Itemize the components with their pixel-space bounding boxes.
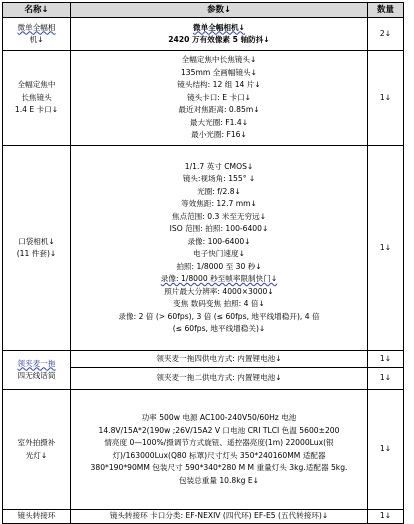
item-params <box>71 368 368 390</box>
table-row <box>3 51 404 146</box>
table-row <box>3 510 404 524</box>
param-line: 镜头:视场角: 155° ↓ <box>182 174 256 183</box>
name-line: 光灯↓ <box>25 450 48 460</box>
param-line: 录像: 2 倍 (> 60fps), 3 倍 (≤ 60fps, 地平线增稳开), 4 倍 <box>118 311 320 321</box>
table-row <box>3 390 404 510</box>
param-line: 等效焦距: 12.7 mm↓ <box>181 199 257 208</box>
item-qty: 1↓ <box>368 51 404 146</box>
name-line: 室外拍摄补 <box>17 438 56 447</box>
item-params <box>71 351 368 368</box>
name-line: 领夹麦一拖 <box>17 358 56 368</box>
item-name <box>3 18 71 51</box>
item-name <box>3 390 71 510</box>
param-line: 照片最大分辨率: 4000×3000↓ <box>164 286 274 296</box>
item-params <box>71 510 368 524</box>
table-row <box>3 351 404 368</box>
param-line: 电子快门速度↓ <box>193 249 245 258</box>
item-params <box>71 146 368 351</box>
param-line: 14.8V/15A*2(190w ;26V/15A2 V 口电池 CRI TLCI 色温 5600±200 <box>98 425 340 435</box>
item-qty: 1↓ <box>368 146 404 351</box>
header-params: 参数↓ <box>71 3 368 18</box>
param-line: 最近对焦距离: 0.85m↓ <box>178 105 260 115</box>
param-line: 2420 万有效像素 5 轴防抖↓ <box>168 35 270 44</box>
header-name: 名称↓ <box>3 3 71 18</box>
item-qty: 2↓ <box>368 18 404 51</box>
param-line: 最大光圈: F1.4↓ <box>189 117 249 127</box>
name-line: 全幅定焦中 <box>17 80 56 90</box>
param-line: 领夹麦一拖四供电方式: 内置锂电池↓ <box>156 353 282 363</box>
param-line: 全幅定焦中长焦镜头↓ <box>181 55 257 65</box>
param-line: 功率 500w 电源 AC100-240V50/60Hz 电池 <box>141 413 297 422</box>
name-line: 口袋相机↓ <box>18 236 55 246</box>
item-name <box>3 146 71 351</box>
table-row <box>3 146 404 351</box>
name-line: 微单全幅相 <box>17 22 56 32</box>
param-line: 镜头结构: 12 组 14 片↓ <box>177 80 261 90</box>
param-line: 380*190*90MM 包装尺寸 590*340*280 M M 重量灯头 3kg.适配器 5kg. <box>90 463 348 472</box>
param-line: 录像: 1/8000 秒至帧率限制快门↓ <box>160 274 278 283</box>
param-line: 领夹麦一拖二供电方式: 内置锂电池↓ <box>156 373 282 383</box>
name-line: 四无线话筒 <box>17 371 56 380</box>
name-line: 1.4 E 卡口↓ <box>14 105 59 115</box>
item-qty: 1↓ <box>368 368 404 390</box>
param-line: ISO 范围: 拍照: 100-6400↓ <box>169 224 269 233</box>
param-line: 情亮度 0—100%/摄调节方式旋钮、遥控器亮度(1m) 22000Lux(银 <box>104 438 334 447</box>
name-line: 镜头转接环 <box>17 511 56 521</box>
param-line: 拍照: 1/8000 至 30 秒↓ <box>176 261 262 271</box>
param-line: 灯)/163000Lux(Q80 标罩)尺寸灯头 350*240160MM 适配器 <box>112 450 326 460</box>
item-params <box>71 390 368 510</box>
name-line: (11 件套)↓ <box>16 249 57 258</box>
param-line: 最小光圈: F16↓ <box>191 130 247 140</box>
item-name <box>3 51 71 146</box>
table-row <box>3 18 404 51</box>
item-params <box>71 18 368 51</box>
table-header-row <box>3 3 404 18</box>
item-qty: 1↓ <box>368 510 404 524</box>
param-line: 1/1.7 英寸 CMOS↓ <box>184 161 254 171</box>
param-line: 包装总重量 10.8kg E↓ <box>178 475 260 485</box>
param-line: 录像: 100-6400↓ <box>187 236 251 246</box>
param-line: 变焦 数码变焦 拍照: 4 倍↓ <box>173 299 265 308</box>
param-line: 135mm 全画幅镜头↓ <box>180 67 258 77</box>
param-line: 焦点范围: 0.3 米至无穷远↓ <box>171 211 267 221</box>
item-qty: 1↓ <box>368 351 404 368</box>
name-line: 长焦镜头 <box>21 92 52 102</box>
item-name <box>3 510 71 524</box>
param-line: 光圈: f/2.8↓ <box>197 186 241 196</box>
param-line: 镜头转接环 卡口分类: EF-NEXIV (四代环) EF-E5 (五代转接环)↓ <box>109 511 329 521</box>
item-params <box>71 51 368 146</box>
header-qty: 数量 <box>368 3 404 18</box>
param-line: 镜头卡口: E 卡口↓ <box>186 92 252 102</box>
param-line: (≤ 60fps, 地平线增稳关)↓ <box>172 324 266 333</box>
item-qty: 1↓ <box>368 390 404 510</box>
item-name <box>3 351 71 390</box>
equipment-spec-table <box>2 2 404 524</box>
name-line: 机↓ <box>29 35 44 44</box>
param-line: 微单全幅相机↓ <box>193 22 245 32</box>
